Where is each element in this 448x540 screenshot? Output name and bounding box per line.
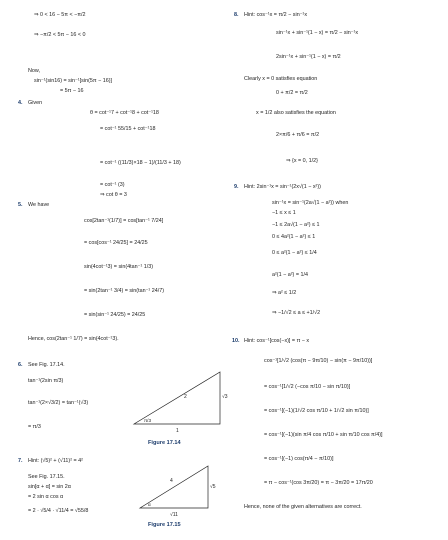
math-line: tan⁻¹(2sin π/3)	[28, 378, 64, 384]
question-label: See Fig. 17.14.	[28, 362, 65, 368]
question-label: Hint: cos⁻¹x = π/2 − sin⁻¹x	[244, 12, 308, 18]
math-line: 0 ≤ a²(1 − a²) ≤ 1/4	[272, 250, 317, 256]
math-line: = sin(sin⁻¹ 24/25) = 24/25	[84, 312, 146, 318]
angle-label: α	[148, 502, 151, 507]
math-line: 0 + π/2 = π/2	[276, 90, 308, 96]
hyp-label: 4	[170, 478, 173, 484]
math-line: = cos⁻¹[(−1)(1/√2 cos π/10 + 1/√2 sin π/10)]	[264, 408, 369, 414]
triangle-figure-17-15	[136, 462, 226, 518]
math-line: cos[2tan⁻¹(1/7)] = cos[tan⁻¹ 7/24]	[84, 218, 164, 224]
now-label: Now,	[28, 68, 40, 74]
math-line: = cos⁻¹[1/√2 (−cos π/10 − sin π/10)]	[264, 384, 351, 390]
question-label: Hint: cos⁻¹[cos(−x)] = π − x	[244, 338, 310, 344]
vert-label: √3	[222, 394, 228, 400]
math-line: See Fig. 17.15.	[28, 474, 65, 480]
math-line: = sin(2tan⁻¹ 3/4) = sin(tan⁻¹ 24/7)	[84, 288, 164, 294]
math-line: = cos[cos⁻¹ 24/25] = 24/25	[84, 240, 148, 246]
triangle-figure-17-14	[130, 368, 250, 438]
math-line: a²(1 − a²) = 1/4	[272, 272, 308, 278]
math-line: = 2 sin α cos α	[28, 494, 64, 500]
math-line: θ = cot⁻¹7 + cot⁻¹8 + cot⁻¹18	[90, 110, 159, 116]
math-line: 0 ≤ 4a²(1 − a²) ≤ 1	[272, 234, 316, 240]
math-line: ⇒ cot θ = 3	[100, 192, 127, 198]
math-line: = cos⁻¹[(−1)(sin π/4 cos π/10 + sin π/10 cos π/4)]	[264, 432, 383, 438]
question-number: 8.	[234, 12, 239, 18]
math-line: = cot⁻¹ (3)	[100, 182, 125, 188]
math-line: cos⁻¹[1/√2 (cos(π − 9π/10) − sin(π − 9π/10))]	[264, 358, 373, 364]
question-label: Hint: (√5)² + (√11)² = 4²	[28, 458, 83, 464]
base-label: √11	[170, 512, 178, 518]
math-line: tan⁻¹(2×√3/2) = tan⁻¹(√3)	[28, 400, 89, 406]
math-line: ⇒ −1/√2 ≤ a ≤ +1/√2	[272, 310, 321, 316]
math-line: = 2 · √5/4 · √11/4 = √55/8	[28, 508, 89, 514]
math-line: sin⁻¹(sin16) = sin⁻¹[sin(5π − 16)]	[34, 78, 113, 84]
math-line: sin(4cot⁻¹3) = sin(4tan⁻¹ 1/3)	[84, 264, 154, 270]
math-line: ⇒ {x = 0, 1/2}	[286, 158, 318, 164]
math-line: 2sin⁻¹x + sin⁻¹(1 − x) = π/2	[276, 54, 341, 60]
math-line: = π/3	[28, 424, 41, 430]
math-line: −1 ≤ 2a√(1 − a²) ≤ 1	[272, 222, 320, 228]
math-line: sin⁻¹x = sin⁻¹(2a√(1 − a²)) when	[272, 200, 349, 206]
math-line: = cot⁻¹ 55/15 + cot⁻¹18	[100, 126, 156, 132]
math-line: Hence, none of the given alternatives are correct.	[244, 504, 362, 510]
hyp-label: 2	[184, 394, 187, 400]
figure-caption: Figure 17.14	[148, 440, 181, 446]
math-line: sin[α + α] = sin 2α	[28, 484, 71, 490]
math-line: Hence, cos(2tan⁻¹ 1/7) = sin(4cot⁻¹3).	[28, 336, 119, 342]
question-number: 5.	[18, 202, 23, 208]
math-line: = cos⁻¹[(−1) cos(π/4 − π/10)]	[264, 456, 334, 462]
figure-caption: Figure 17.15	[148, 522, 181, 528]
math-line: ⇒ a² ≤ 1/2	[272, 290, 297, 296]
question-number: 6.	[18, 362, 23, 368]
question-label: We have	[28, 202, 50, 208]
question-number: 7.	[18, 458, 23, 464]
math-line: Clearly x = 0 satisfies equation	[244, 76, 318, 82]
question-label: Hint: 2sin⁻¹x = sin⁻¹(2x√(1 − x²))	[244, 184, 321, 190]
angle-label: π/3	[144, 418, 152, 423]
math-line: = cot⁻¹ ((11/3)×18 − 1)/(11/3 + 18)	[100, 160, 181, 166]
question-number: 4.	[18, 100, 23, 106]
math-line: ⇒ −π/2 < 5π − 16 < 0	[34, 32, 86, 38]
math-line: ⇒ 0 < 16 − 5π < −π/2	[34, 12, 86, 18]
base-label: 1	[176, 428, 179, 434]
vert-label: √5	[210, 484, 216, 490]
question-number: 10.	[232, 338, 240, 344]
math-line: −1 ≤ x ≤ 1	[272, 210, 296, 216]
math-line: sin⁻¹x + sin⁻¹(1 − x) = π/2 − sin⁻¹x	[276, 30, 359, 36]
math-line: 2×π/6 + π/6 = π/2	[276, 132, 320, 138]
math-line: = 5π − 16	[60, 88, 84, 94]
question-number: 9.	[234, 184, 239, 190]
question-label: Given	[28, 100, 43, 106]
math-line: x = 1/2 also satisfies the equation	[256, 110, 336, 116]
math-line: = π − cos⁻¹(cos 3π/20) = π − 3π/20 = 17π/20	[264, 480, 373, 486]
